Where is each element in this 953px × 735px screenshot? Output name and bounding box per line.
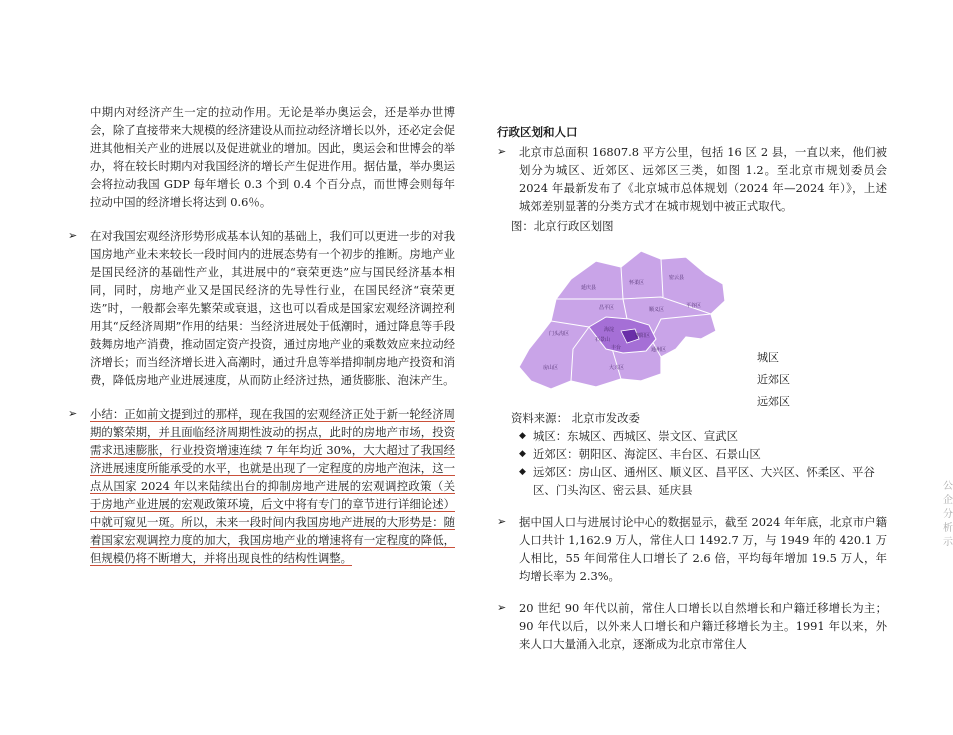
arrow-bullet-icon: ➢	[497, 145, 507, 158]
list-item: ◆ 城区：东城区、西城区、崇文区、宣武区	[519, 429, 739, 443]
section-heading: 行政区划和人口	[497, 125, 578, 139]
list-item: ◆ 远郊区：房山区、通州区、顺义区、昌平区、大兴区、怀柔区、平谷区、门头沟区、密云县、延庆县	[519, 465, 875, 497]
arrow-bullet-icon: ➢	[68, 229, 78, 242]
bullet-area: ➢ 北京市总面积 16807.8 平方公里，包括 16 区 2 县，一直以来，他们被划分为城区、近郊区、远郊区三类，如图 1.2。至北京市规划委员会 2024 年最新发布了《北京城市总体规划（2024 年—2024 年）》，上述城郊差别显著的分类方式才在城市规划中被正式取代。	[497, 145, 887, 213]
map-label: 怀柔区	[629, 280, 645, 286]
beijing-district-map	[511, 239, 811, 409]
map-image	[511, 239, 741, 409]
source-note: 资料来源： 北京市发改委	[511, 411, 640, 425]
paragraph-olympics: 中期内对经济产生一定的拉动作用。无论是举办奥运会，还是举办世博会，除了直接带来大规模的经济建设从而拉动经济增长以外，还必定会促进其他相关产业的进展以及促进就业的增加。因此，奥运会和世博会的举办，将在较长时期内对我国经济的增长产生促进作用。据估量，举办奥运会将拉动我国 GDP 每年增长 0.3 个到 0.4 个百分点，而世博会则每年拉动中国的经济增长将达到 0.6％。	[90, 105, 455, 209]
left-column	[68, 103, 455, 583]
legend-city: 城区	[757, 351, 779, 364]
map-label: 石景山	[595, 337, 611, 343]
map-label: 延庆县	[581, 285, 597, 291]
map-label: 朝阳区	[635, 333, 651, 339]
bullet-summary	[68, 405, 455, 567]
map-label: 顺义区	[649, 307, 665, 313]
right-column	[497, 123, 887, 653]
cut-off-text: 公 企 分 析 示	[943, 481, 953, 548]
map-label: 昌平区	[599, 305, 615, 311]
map-label: 通州区	[651, 347, 667, 353]
legend-far: 远郊区	[757, 395, 790, 408]
map-label: 平谷区	[686, 303, 702, 309]
arrow-bullet-icon: ➢	[68, 407, 78, 420]
diamond-bullet-icon: ◆	[519, 449, 526, 459]
map-label: 密云县	[669, 275, 685, 281]
diamond-bullet-icon: ◆	[519, 431, 526, 441]
map-label: 门头沟区	[549, 331, 570, 337]
bullet-macro-economy: ➢ 在对我国宏观经济形势形成基本认知的基础上，我们可以更进一步的对我国房地产业未来较长一段时间内的进展态势有一个初步的推断。房地产业是国民经济的基础性产业，其进展中的“衰荣更迭”应与国民经济基本相同，同时，房地产业又是国民经济的先导性行业，在国民经济“衰荣更迭”时，一般都会率先繁荣或衰退，这也可以看成是国家宏观经济调控利用其“反经济周期”作用的结果：当经济进展处于低潮时，通过降息等手段鼓舞房地产消费，推动固定资产投资，通过房地产业的乘数效应来拉动经济增长；而当经济增长进入高潮时，通过升息等举措抑制房地产投资和消费，降低房地产业进展速度，从而防止经济过热，通货膨胀、泡沫产生。	[68, 229, 455, 387]
district-list	[519, 427, 887, 499]
map-label: 丰台	[611, 345, 622, 351]
diamond-bullet-icon: ◆	[519, 467, 526, 477]
bullet-migration: ➢ 20 世纪 90 年代以前，常住人口增长以自然增长和户籍迁移增长为主；90 年代以后，以外来人口增长和户籍迁移增长为主。1991 年以来，外来人口大量涌入北京，逐渐成为北京市常住人	[497, 601, 887, 651]
arrow-bullet-icon: ➢	[497, 515, 507, 528]
map-label: 大兴区	[609, 365, 625, 371]
figure-caption: 图：北京行政区划图	[511, 219, 614, 233]
list-item: ◆ 近郊区：朝阳区、海淀区、丰台区、石景山区	[519, 447, 761, 461]
arrow-bullet-icon: ➢	[497, 601, 507, 614]
legend-near: 近郊区	[757, 373, 790, 386]
map-label: 房山区	[543, 365, 559, 371]
map-label: 海淀	[604, 327, 615, 333]
bullet-population: ➢ 据中国人口与进展讨论中心的数据显示，截至 2024 年年底，北京市户籍人口共计 1,162.9 万人，常住人口 1492.7 万，与 1949 年的 420.1 万人相比，55 年间常住人口增长了 2.6 倍，平均每年增加 19.5 万人，年均增长率为 2.3%。	[497, 515, 887, 583]
summary-underlined-text: 小结：正如前文提到过的那样，现在我国的宏观经济正处于新一轮经济周期的繁荣期，并且面临经济周期性波动的拐点，此时的房地产市场，投资需求迅速膨胀，行业投资增速连续 7 年年均近 30%，大大超过了我国经济进展速度所能承受的水平，也就是出现了一定程度的房地产泡沫，这一点从国家 2024 年以来陆续出台的抑制房地产进展的宏观调控政策（关于房地产业进展的宏观政策环境，后文中将有专门的章节进行详细论述）中就可窥见一斑。所以，未来一段时间内我国房地产进展的大形势是：随着国家宏观调控力度的加大，我国房地产业的增速将有一定程度的降低，但规模仍将不断增大，并将出现良性的结构性调整。	[90, 407, 455, 565]
